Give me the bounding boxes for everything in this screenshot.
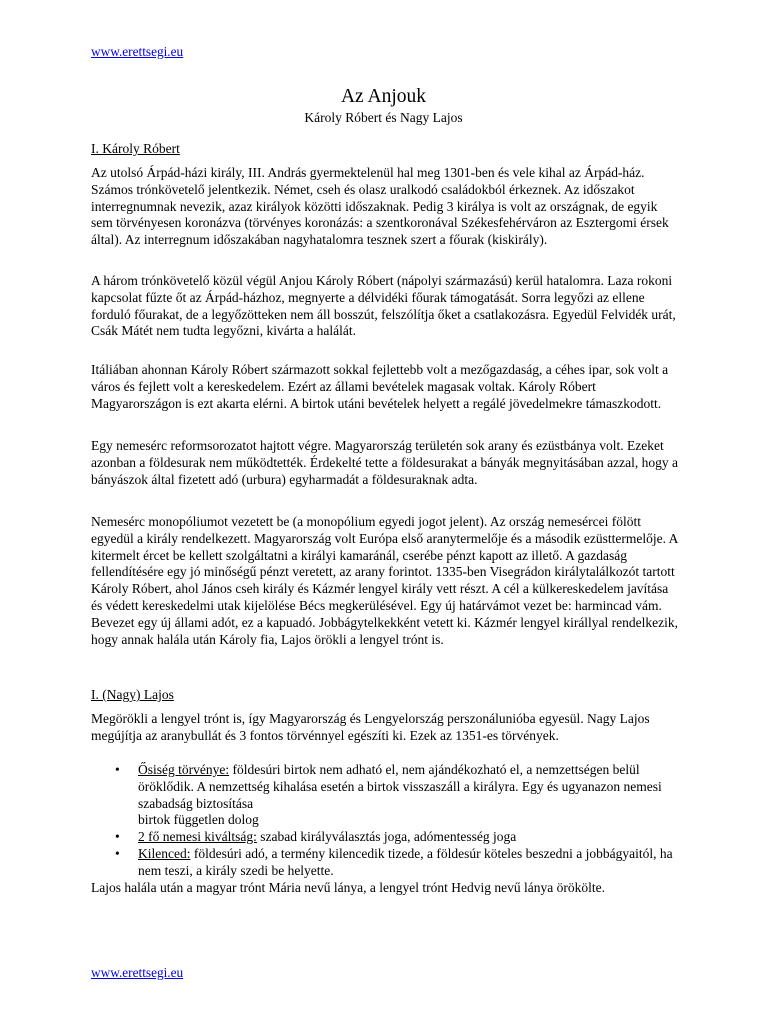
- law-extra-text: birtok független dolog: [138, 812, 259, 828]
- bullet-icon: •: [115, 845, 120, 861]
- paragraph-trononkovetelok: A három trónkövetelő közül végül Anjou Károly Róbert (nápolyi származású) kerül hatalomra. Laza rokoni kapcsolat fűzte őt az Árpád-házhoz, megnyerte a délvidéki főurak támogatását. Sorra legyőzi az ellene forduló főurakat, de a legyőzötteken nem áll bosszút, felszólítja őket a csatlakozásra. Egyedül Felvidék urát, Csák Mátét nem tudta legyőzni, kivárta a halálát.: [91, 273, 676, 339]
- law-text: szabad királyválasztás joga, adómentesség joga: [256, 829, 517, 845]
- bullet-icon: •: [115, 762, 120, 777]
- document-subtitle: Károly Róbert és Nagy Lajos: [304, 110, 463, 125]
- law-text: földesúri birtok nem adható el, nem ajándékozható el, a nemzettségen belül öröklődik. A nemzettség kihalása esetén a birtok visszaszáll a királyra. Egy és ugyanazon nemesi szabadság biztosítása: [138, 762, 662, 811]
- section-heading-karoly-robert: I. Károly Róbert: [91, 141, 180, 156]
- paragraph-closing: Lajos halála után a magyar trónt Mária nevű lánya, a lengyel trónt Hedvig nevű lánya örökölte.: [91, 880, 605, 895]
- header-website-link[interactable]: www.erettsegi.eu: [91, 44, 184, 59]
- paragraph-interregnum: Az utolsó Árpád-házi király, III. András gyermektelenül hal meg 1301-ben és vele kihal az Árpád-ház. Számos trónkövetelő jelentkezik. Német, cseh és olasz uralkodó családokból érkeznek. Az időszakot interregnumnak nevezik, azaz királyok közötti időszaknak. Pedig 3 királya is volt az országnak, de egyik sem törvényesen koronázva (törvényes koronázás: a szentkoronával Székesfehérváron az Esztergomi érsek által). Az interregnum időszakában nagyhatalomra tesznek szert a főurak (kiskirály).: [91, 165, 669, 248]
- bullet-icon: •: [115, 829, 120, 845]
- list-item: [91, 846, 681, 880]
- list-item: [91, 829, 681, 846]
- law-text: földesúri adó, a termény kilencedik tizede, a földesúr köteles beszedni a jobbágyaitól, ha nem teszi, a király szedi be helyette.: [138, 845, 673, 878]
- law-term: Ősiség törvénye:: [138, 762, 230, 777]
- paragraph-lajos-intro: Megörökli a lengyel trónt is, így Magyarország és Lengyelország perszonálunióba egyesül. Nagy Lajos megújítja az aranybullát és 3 fontos törvénnyel egészíti ki. Ezek az 1351-es törvények.: [91, 711, 650, 743]
- law-term: Kilenced:: [138, 845, 191, 861]
- law-term: 2 fő nemesi kiváltság:: [138, 829, 257, 845]
- document-title: Az Anjouk: [340, 86, 427, 107]
- list-item-continuation: [91, 812, 681, 829]
- paragraph-nemesérc-reform: Egy nemesérc reformsorozatot hajtott végre. Magyarország területén sok arany és ezüstbánya volt. Ezeket azonban a földesurak nem működtették. Érdekelté tette a földesurakat a bányák megnyitásában azzal, hogy a bányászok által fizetett adó (urbura) egyharmadát a földesuraknak adta.: [91, 438, 679, 487]
- section-heading-nagy-lajos: I. (Nagy) Lajos: [91, 687, 174, 702]
- list-item: [91, 762, 681, 812]
- footer-website-link[interactable]: www.erettsegi.eu: [91, 965, 184, 980]
- paragraph-italia: Itáliában ahonnan Károly Róbert származott sokkal fejlettebb volt a mezőgazdaság, a céhes ipar, sok volt a város és fejlett volt a kereskedelem. Ezért az állami bevételek magasak voltak. Károly Róbert Magyarországon is ezt akarta elérni. A birtok utáni bevételek helyett a regálé jövedelmekre támaszkodott.: [91, 362, 669, 411]
- paragraph-monopolium: Nemesérc monopóliumot vezetett be (a monopólium egyedi jogot jelent). Az ország nemesércei fölött egyedül a király rendelkezett. Magyarország volt Európa első aranytermelője és a második ezüsttermelője. A kitermelt ércet be kellett szolgáltatni a királyi kamaránál, cserébe pénzt kapott az illető. A gazdaság fellendítésére egy jó minőségű pénzt veretett, az arany forintot. 1335-ben Visegrádon királytalálkozót tartott Károly Róbert, ahol János cseh király és Kázmér lengyel király vett részt. A cél a külkereskedelem javítása és védett kereskedelmi utak kijelölése Bécs megkerülésével. Egy új határvámot vezet be: harmincad vám. Bevezet egy új állami adót, ez a kapuadó. Jobbágytelkekként vetett ki. Kázmér lengyel királlyal rendelkezik, hogy annak halála után Károly fia, Lajos örökli a lengyel trónt is.: [91, 514, 679, 647]
- law-list: [91, 762, 681, 880]
